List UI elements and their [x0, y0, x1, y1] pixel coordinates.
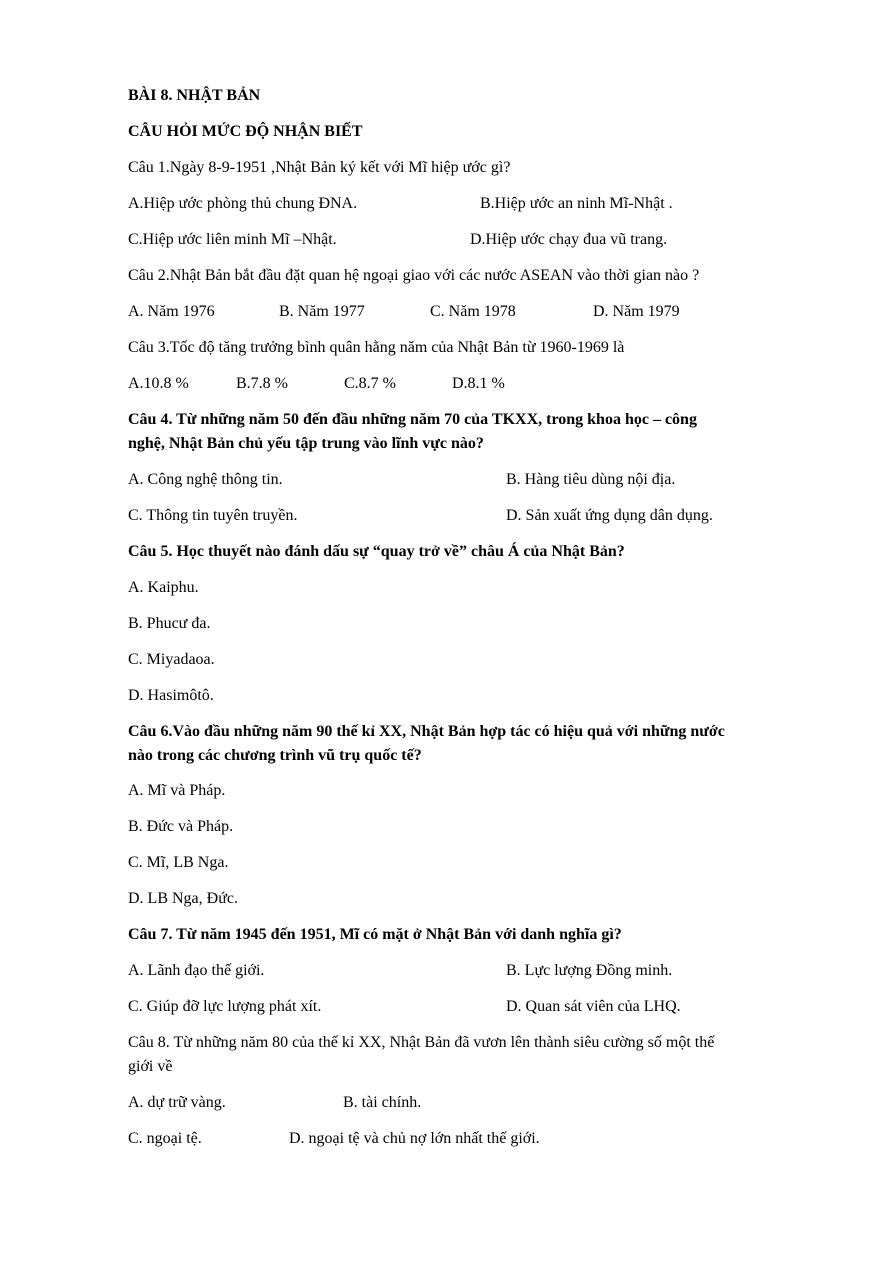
question-5-text: Câu 5. Học thuyết nào đánh dấu sự “quay trở về” châu Á của Nhật Bản? [128, 543, 625, 560]
question-8-text-line-2: giới về [128, 1058, 173, 1075]
question-2-option-b: B. Năm 1977 [279, 303, 365, 320]
question-6-option-d: D. LB Nga, Đức. [128, 890, 238, 907]
question-5-option-b: B. Phucư đa. [128, 615, 211, 632]
question-8-text-line-1: Câu 8. Từ những năm 80 của thế kỉ XX, Nhật Bản đã vươn lên thành siêu cường số một thế [128, 1034, 715, 1051]
question-4-option-c: C. Thông tin tuyên truyền. [128, 507, 298, 524]
question-5-option-d: D. Hasimôtô. [128, 687, 214, 704]
question-8-option-c: C. ngoại tệ. [128, 1130, 202, 1147]
question-4-option-d: D. Sản xuất ứng dụng dân dụng. [506, 507, 713, 524]
question-6-option-a: A. Mĩ và Pháp. [128, 782, 226, 799]
question-2-text: Câu 2.Nhật Bản bắt đầu đặt quan hệ ngoại giao với các nước ASEAN vào thời gian nào ? [128, 267, 700, 284]
question-4-text-line-2: nghệ, Nhật Bản chủ yếu tập trung vào lĩnh vực nào? [128, 435, 484, 452]
question-6-option-b: B. Đức và Pháp. [128, 818, 234, 835]
question-6-text-line-1: Câu 6.Vào đầu những năm 90 thế kỉ XX, Nhật Bản hợp tác có hiệu quả với những nước [128, 723, 725, 740]
question-7-text: Câu 7. Từ năm 1945 đến 1951, Mĩ có mặt ở Nhật Bản với danh nghĩa gì? [128, 926, 622, 943]
question-1-option-d: D.Hiệp ước chạy đua vũ trang. [470, 231, 668, 248]
question-1-option-a: A.Hiệp ước phòng thủ chung ĐNA. [128, 195, 358, 212]
question-1-option-c: C.Hiệp ước liên minh Mĩ –Nhật. [128, 231, 337, 248]
question-6-text-line-2: nào trong các chương trình vũ trụ quốc tế? [128, 747, 422, 764]
question-8-option-b: B. tài chính. [343, 1094, 422, 1111]
question-2-option-a: A. Năm 1976 [128, 303, 215, 320]
question-3-option-d: D.8.1 % [452, 375, 505, 392]
question-3-option-a: A.10.8 % [128, 375, 189, 392]
question-7-option-a: A. Lãnh đạo thế giới. [128, 962, 265, 979]
question-4-text-line-1: Câu 4. Từ những năm 50 đến đầu những năm 70 của TKXX, trong khoa học – công [128, 411, 697, 428]
question-7-option-b: B. Lực lượng Đồng minh. [506, 962, 673, 979]
question-8-option-d: D. ngoại tệ và chủ nợ lớn nhất thế giới. [289, 1130, 540, 1147]
question-1-text: Câu 1.Ngày 8-9-1951 ,Nhật Bản ký kết với Mĩ hiệp ước gì? [128, 159, 511, 176]
question-3-text: Câu 3.Tốc độ tăng trưởng bình quân hằng năm của Nhật Bản từ 1960-1969 là [128, 339, 625, 356]
question-7-option-d: D. Quan sát viên của LHQ. [506, 998, 681, 1015]
question-6-option-c: C. Mĩ, LB Nga. [128, 854, 229, 871]
question-5-option-a: A. Kaiphu. [128, 579, 199, 596]
section-title: CÂU HỎI MỨC ĐỘ NHẬN BIẾT [128, 123, 363, 140]
question-3-option-b: B.7.8 % [236, 375, 288, 392]
question-7-option-c: C. Giúp đỡ lực lượng phát xít. [128, 998, 322, 1015]
question-1-option-b: B.Hiệp ước an ninh Mĩ-Nhật . [480, 195, 673, 212]
question-4-option-b: B. Hàng tiêu dùng nội địa. [506, 471, 676, 488]
question-4-option-a: A. Công nghệ thông tin. [128, 471, 283, 488]
question-5-option-c: C. Miyadaoa. [128, 651, 215, 668]
question-3-option-c: C.8.7 % [344, 375, 396, 392]
question-8-option-a: A. dự trữ vàng. [128, 1094, 226, 1111]
question-2-option-d: D. Năm 1979 [593, 303, 680, 320]
question-2-option-c: C. Năm 1978 [430, 303, 516, 320]
lesson-title: BÀI 8. NHẬT BẢN [128, 87, 261, 104]
